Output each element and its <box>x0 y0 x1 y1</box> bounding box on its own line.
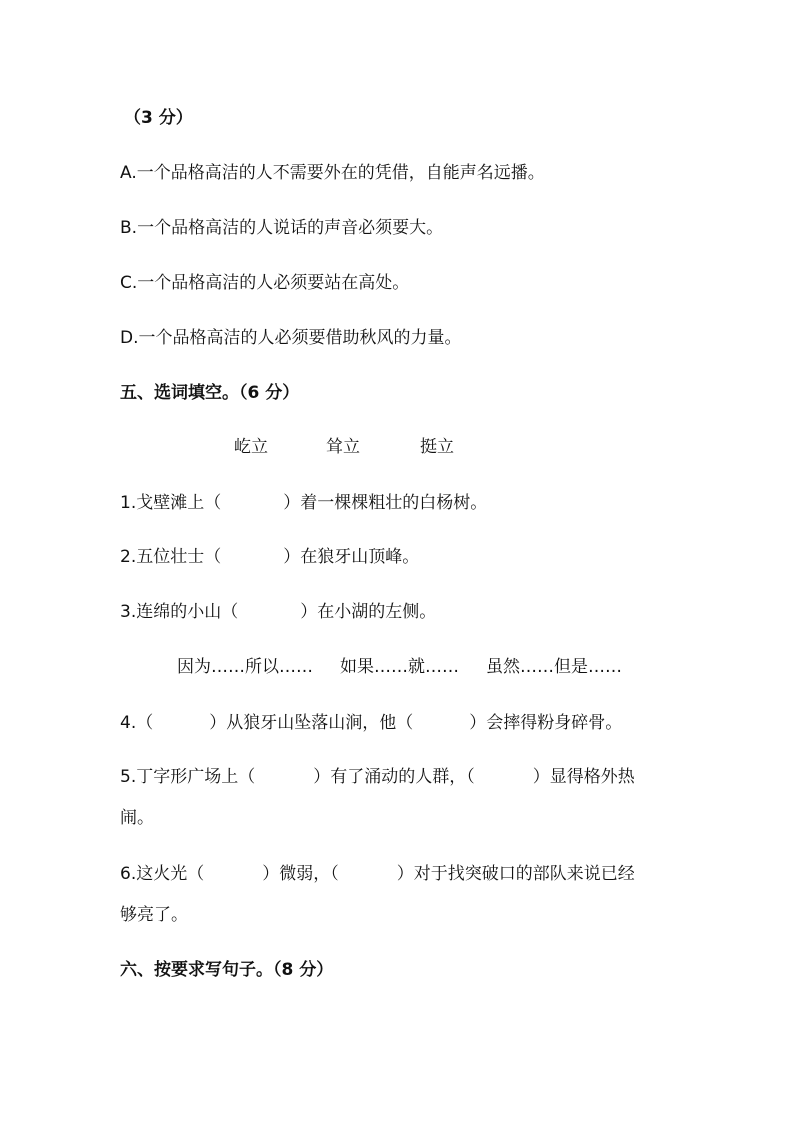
q5-item-2-pre: 2.五位壮士（ <box>120 547 222 567</box>
q5-item-5-cont: 闹。 <box>120 808 154 828</box>
q5-item-3-post: ）在小湖的左侧。 <box>300 602 437 622</box>
q5-item-6-cont: 够亮了。 <box>120 905 188 925</box>
q6-title: 六、按要求写句子。（8 分） <box>120 960 334 980</box>
conj-option-2: 如果……就…… <box>340 657 459 677</box>
word-option-1: 屹立 <box>234 437 268 457</box>
q5-item-4-c: ）会摔得粉身碎骨。 <box>469 713 623 733</box>
q5-item-5-a: 5.丁字形广场上（ <box>120 767 256 787</box>
q4-score: （3 分） <box>124 108 193 128</box>
q5-item-5-b: ）有了涌动的人群，（ <box>313 767 475 787</box>
q5-item-5-c: ）显得格外热 <box>532 767 635 787</box>
q5-title: 五、选词填空。（6 分） <box>120 383 300 403</box>
q5-item-6-b: ）微弱，（ <box>262 864 339 884</box>
q4-option-d: D.一个品格高洁的人必须要借助秋风的力量。 <box>120 328 462 348</box>
q5-item-4-a: 4.（ <box>120 713 154 733</box>
word-option-2: 耸立 <box>326 437 360 457</box>
q4-option-b: B.一个品格高洁的人说话的声音必须要大。 <box>120 218 444 238</box>
q5-item-2-post: ）在狼牙山顶峰。 <box>283 547 420 567</box>
q5-item-2 <box>120 545 419 569</box>
q5-item-1-pre: 1.戈壁滩上（ <box>120 493 222 513</box>
q4-option-a: A.一个品格高洁的人不需要外在的凭借，自能声名远播。 <box>120 163 545 183</box>
q5-item-6-a: 6.这火光（ <box>120 864 205 884</box>
q5-item-6-c: ）对于找突破口的部队来说已经 <box>396 864 635 884</box>
q5-item-4 <box>120 711 622 735</box>
q5-item-3 <box>120 600 436 624</box>
conj-option-3: 虽然……但是…… <box>486 657 622 677</box>
q5-item-1-post: ）着一棵棵粗壮的白杨树。 <box>283 493 488 513</box>
word-option-3: 挺立 <box>420 437 454 457</box>
conj-option-1: 因为……所以…… <box>177 657 313 677</box>
q5-item-4-b: ）从狼牙山坠落山涧，他（ <box>209 713 414 733</box>
q5-item-6 <box>120 862 635 886</box>
q5-item-5 <box>120 765 635 789</box>
q4-option-c: C.一个品格高洁的人必须要站在高处。 <box>120 273 410 293</box>
q5-item-3-pre: 3.连绵的小山（ <box>120 602 239 622</box>
q5-item-1 <box>120 491 487 515</box>
